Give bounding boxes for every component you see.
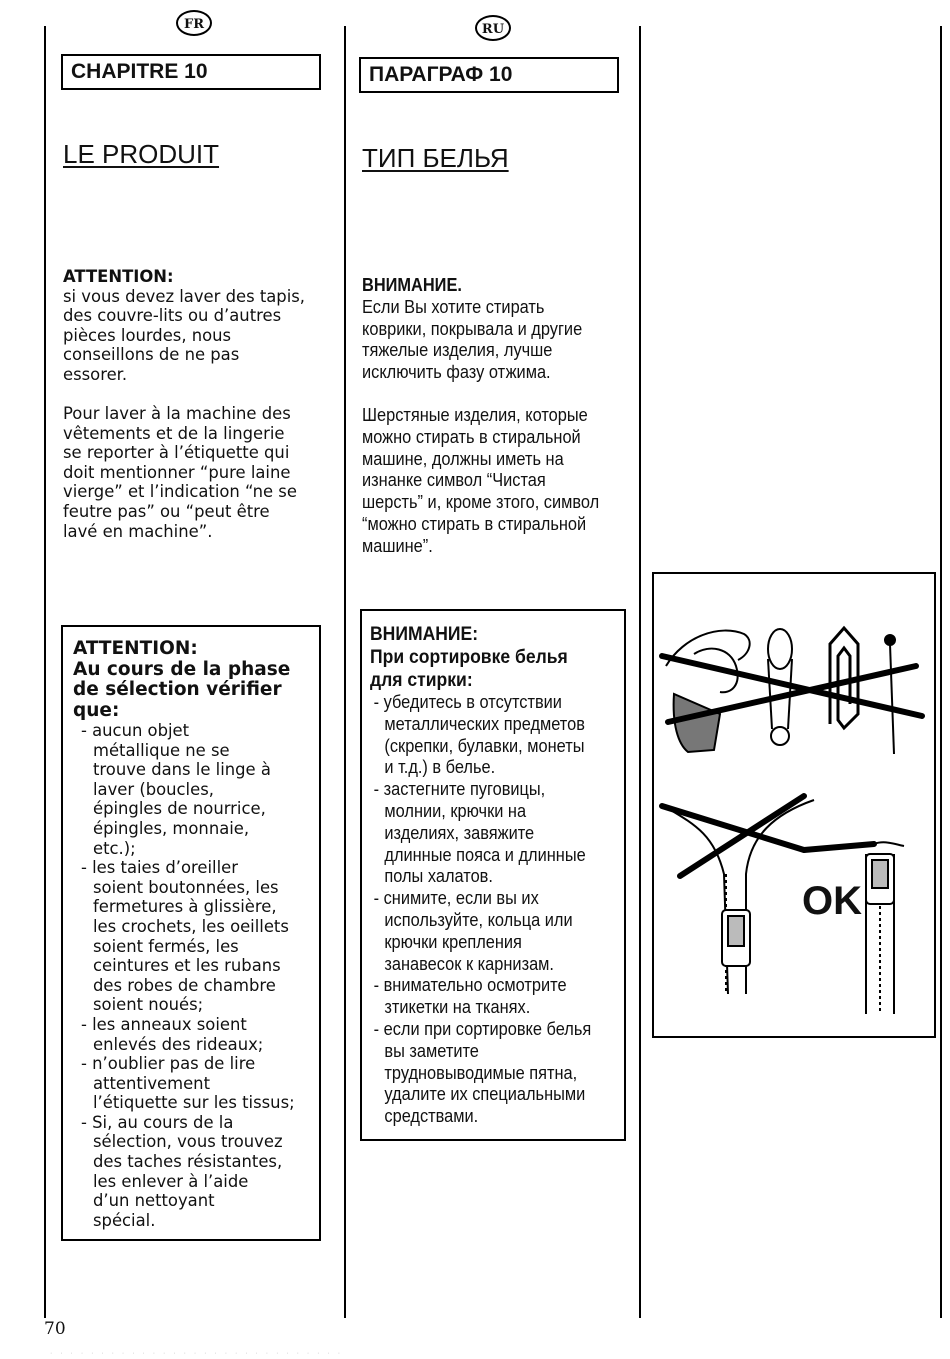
text-line: essorer. xyxy=(63,364,128,384)
lang-badge-fr: FR xyxy=(176,10,212,36)
list-item: - aucun objet métallique ne se trouve dans le linge à laver (boucles, épingles de nourrice, épingles, monnaie, etc.); xyxy=(77,721,319,858)
text-line: vêtements et de la lingerie xyxy=(63,423,285,443)
text-line: feutre pas” ou “peut être xyxy=(63,501,270,521)
ok-label: OK xyxy=(802,879,862,923)
text-line: ATTENTION: xyxy=(73,638,198,659)
ru-section-title: ТИП БЕЛЬЯ xyxy=(362,143,509,173)
ru-box-list xyxy=(370,692,622,1128)
ru-box-heading xyxy=(370,623,622,692)
fr-box-heading xyxy=(73,639,319,721)
fr-attention-text xyxy=(63,287,338,385)
fr-attention-head: ATTENTION: xyxy=(63,267,174,286)
text-line: vierge” et l’indication “ne se xyxy=(63,482,297,502)
list-item: - les taies d’oreiller soient boutonnées, les fermetures à glissière, les crochets, les oeillets soient fermés, les ceintures et les rubans des robes de chambre soient noués; xyxy=(77,858,319,1015)
text-line: можно стирать в стиральной xyxy=(362,426,581,447)
text-line: doit mentionner “pure laine xyxy=(63,462,291,482)
closed-zipper-icon xyxy=(866,842,904,1014)
ru-attention-head: ВНИМАНИЕ. xyxy=(362,275,462,295)
text-line: изнанке символ “Чистая xyxy=(362,470,546,491)
text-line: Если Вы хотите стирать xyxy=(362,296,545,317)
print-bleed-marks: · · · · · · · · · · · · · · · · · · · · · · · · · · · · · xyxy=(50,1350,344,1357)
fr-chapter-heading: CHAPITRE 10 xyxy=(61,54,321,90)
text-line: машине”. xyxy=(362,535,433,556)
ru-wool-paragraph xyxy=(362,405,637,558)
column-rule-edge xyxy=(940,26,942,1318)
column-rule-left xyxy=(44,26,46,1318)
text-line: Au cours de la phase xyxy=(73,658,291,680)
ru-attention-text xyxy=(362,297,637,384)
ru-chapter-heading: ПАРАГРАФ 10 xyxy=(359,57,619,93)
pin-icon xyxy=(885,635,895,754)
fr-wool-paragraph xyxy=(63,404,338,541)
text-line: pièces lourdes, nous xyxy=(63,325,232,345)
lang-badge-ru: RU xyxy=(475,15,511,41)
text-line: se reporter à l’étiquette qui xyxy=(63,443,290,463)
ru-warning-box xyxy=(360,609,626,1141)
column-rule-right xyxy=(639,26,641,1318)
text-line: ВНИМАНИЕ: xyxy=(370,623,479,645)
ru-attention-note xyxy=(362,275,637,384)
column-rule-mid xyxy=(344,26,346,1318)
text-line: Pour laver à la machine des xyxy=(63,404,291,423)
text-line: для стирки: xyxy=(370,669,473,691)
page-number: 70 xyxy=(44,1319,66,1339)
list-item: - n’oublier pas de lire attentivement l’étiquette sur les tissus; xyxy=(77,1054,319,1113)
list-item: - внимательно осмотрите зтикетки на тканях. xyxy=(370,975,622,1019)
fr-warning-box xyxy=(61,625,321,1241)
text-line: исключить фазу отжима. xyxy=(362,362,551,383)
text-line: машине, должны иметь на xyxy=(362,448,564,469)
fr-attention-note xyxy=(63,267,338,385)
list-item: - снимите, если вы их используйте, кольца или крючки крепления занавесок к карнизам. xyxy=(370,888,622,975)
fr-section-title: LE PRODUIT xyxy=(63,139,220,169)
text-line: Шерстяные изделия, которые xyxy=(362,405,588,425)
buckle-strap-icon xyxy=(666,631,750,752)
illustration-drawing xyxy=(654,574,934,1036)
list-item: - les anneaux soient enlevés des rideaux; xyxy=(77,1015,319,1054)
cross-out-mark-bottom xyxy=(662,796,874,876)
text-line: lavé en machine”. xyxy=(63,521,213,541)
list-item: - убедитесь в отсутствии металлических предметов (скрепки, булавки, монеты и т.д.) в белье. xyxy=(370,692,622,779)
text-line: conseillons de ne pas xyxy=(63,345,240,365)
text-line: de sélection vérifier xyxy=(73,679,282,700)
text-line: des couvre-lits ou d’autres xyxy=(63,306,282,326)
list-item: - застегните пуговицы, молнии, крючки на изделиях, завяжите длинные пояса и длинные полы халатов. xyxy=(370,779,622,888)
text-line: si vous devez laver des tapis, xyxy=(63,286,306,306)
text-line: коврики, покрывала и другие xyxy=(362,318,583,339)
text-line: тяжелые изделия, лучше xyxy=(362,340,553,361)
text-line: шерсть” и, кроме зтого, символ xyxy=(362,492,600,513)
list-item: - Si, au cours de la sélection, vous trouvez des taches résistantes, les enlever à l’aide d’un nettoyant spécial. xyxy=(77,1113,319,1231)
text-line: “можно стирать в стиральной xyxy=(362,513,587,534)
list-item: - если при сортировке белья вы заметите трудновыводимые пятна, удалите их специальными средствами. xyxy=(370,1019,622,1128)
text-line: При сортировке белья xyxy=(370,646,568,668)
text-line: que: xyxy=(73,699,120,721)
fr-box-list xyxy=(73,721,319,1230)
laundry-illustration xyxy=(652,572,936,1038)
